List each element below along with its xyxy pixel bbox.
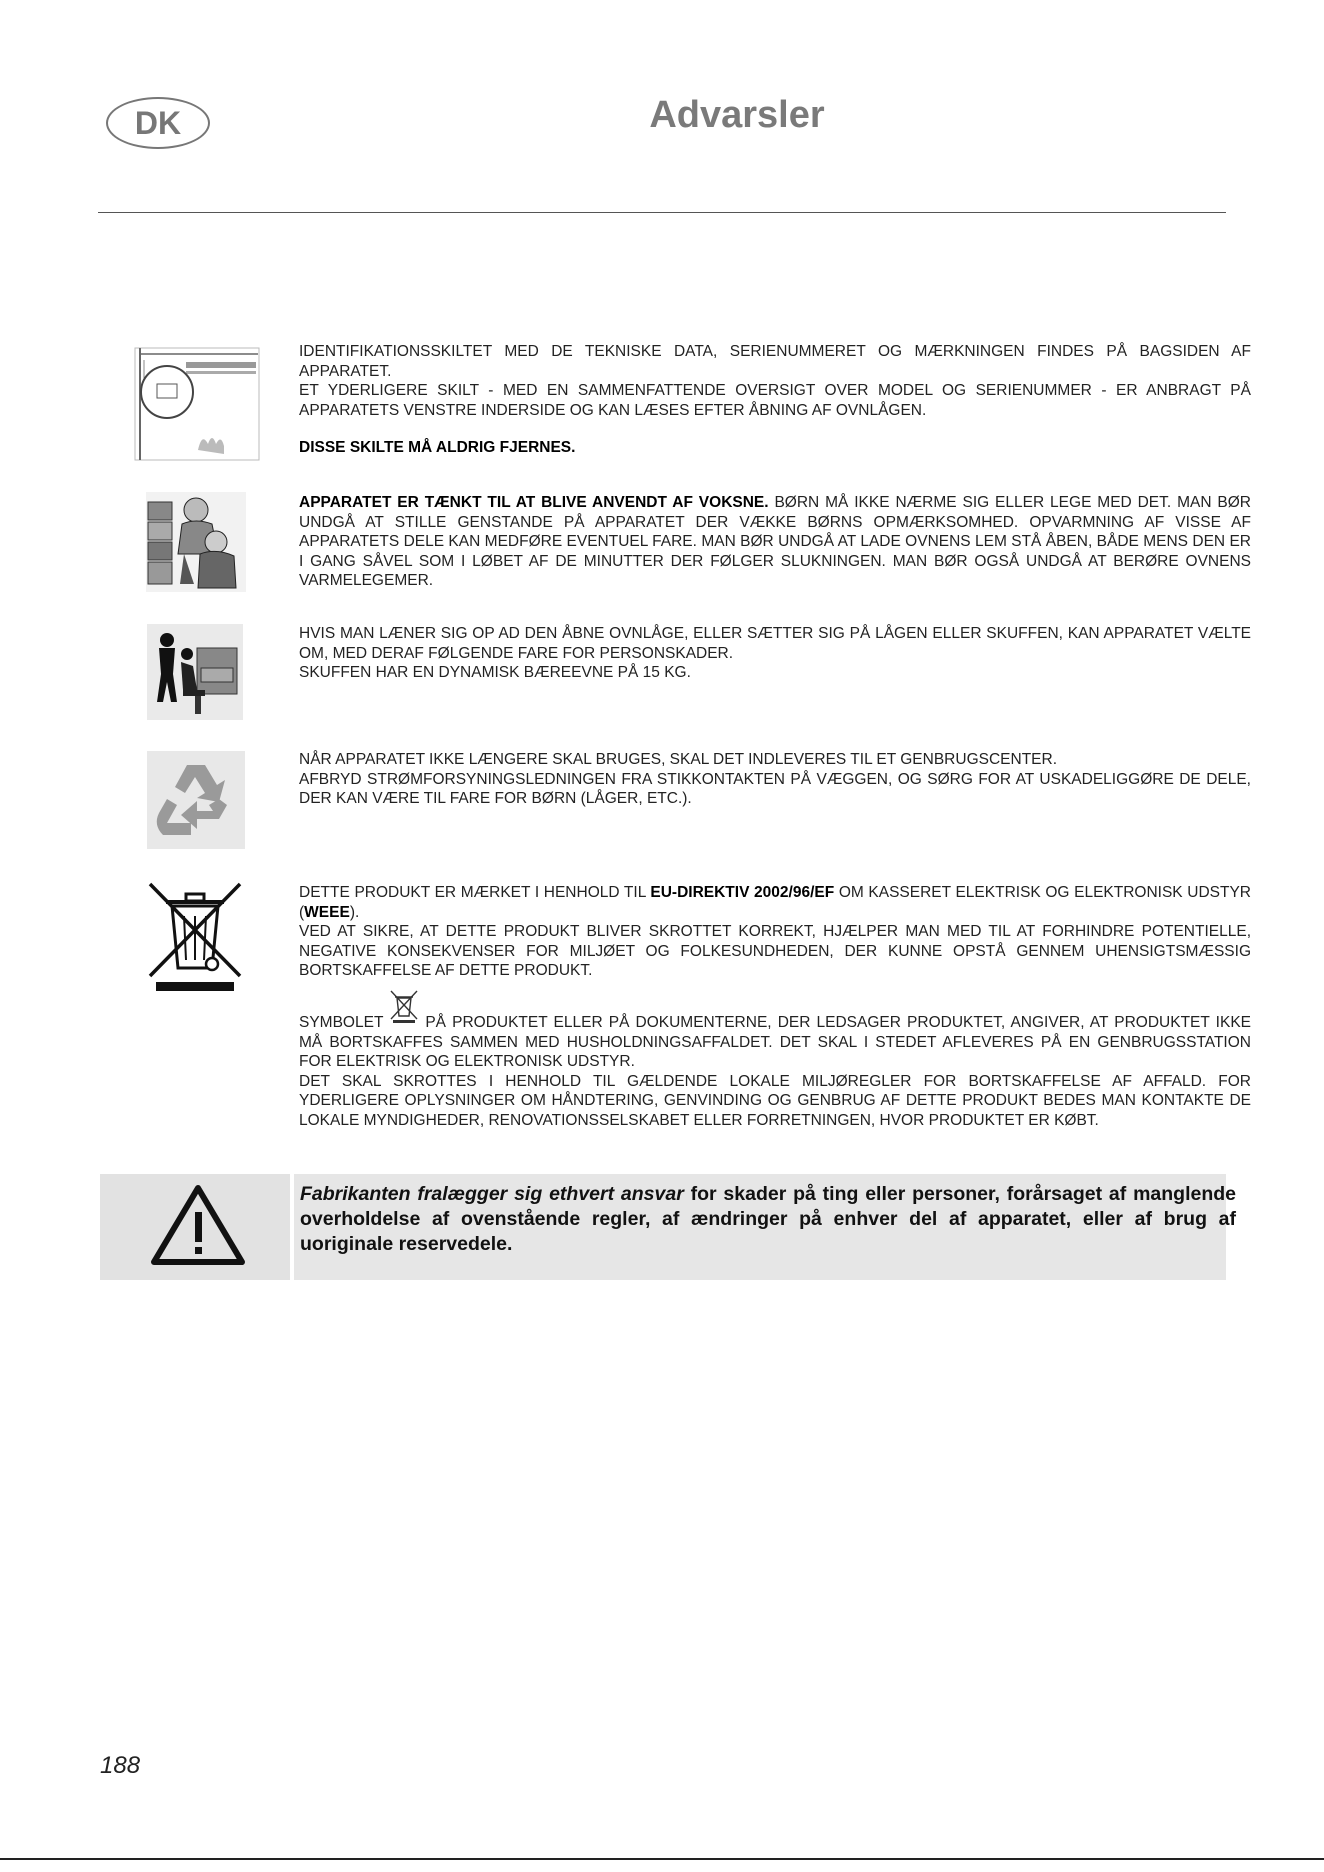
recycling-paragraph: NÅR APPARATET IKKE LÆNGERE SKAL BRUGES, SKAL DET INDLEVERES TIL ET GENBRUGSCENTER.: [299, 751, 1057, 768]
rating-plate-warning: DISSE SKILTE MÅ ALDRIG FJERNES.: [299, 439, 576, 456]
page-number: 188: [100, 1752, 141, 1779]
disclaimer-body: for skader på ting eller personer, forårsaget af manglende overholdelse af ovenstående regler, af ændringer på enhver del af apparatet, eller af brug af uoriginale reservedele.: [300, 1183, 1237, 1255]
disclaimer-lead: Fabrikanten fralægger sig ethvert ansvar: [300, 1183, 684, 1205]
tipping-warning-icon: [147, 624, 243, 720]
weee-directive: EU-DIREKTIV 2002/96/EF: [650, 884, 835, 901]
rating-plate-text: [299, 342, 1251, 458]
rating-plate-icon: [134, 346, 260, 462]
page-title: Advarsler: [649, 94, 825, 136]
weee-acronym: WEEE: [304, 903, 350, 921]
weee-text: [299, 883, 1251, 1130]
disclaimer-panel: [100, 1174, 1237, 1280]
children-text: [299, 493, 1251, 591]
tipping-paragraph: HVIS MAN LÆNER SIG OP AD DEN ÅBNE OVNLÅGE, ELLER SÆTTER SIG PÅ LÅGEN ELLER SKUFFEN, KAN APPARATET VÆLTE OM, MED DERAF FØLGENDE FARE FOR PERSONSKADER.: [299, 625, 1251, 662]
recycle-icon: [147, 751, 245, 849]
weee-paragraph: VED AT SIKRE, AT DETTE PRODUKT BLIVER SKROTTET KORREKT, HJÆLPER MAN MED TIL AT FORHINDRE POTENTIELLE, NEGATIVE KONSEKVENSER FOR MILJØET OG FOLKESUNDHEDEN, DER KUNNE OPSTÅ GENNEM UHENSIGTSMÆSSIG BORTSKAFFELSE AF DETTE PRODUKT.: [299, 923, 1251, 979]
crossed-bin-icon: [146, 880, 244, 992]
weee-text-part: PÅ PRODUKTET ELLER PÅ DOKUMENTERNE, DER LEDSAGER PRODUKTET, ANGIVER, AT PRODUKTET IKKE MÅ BORTSKAFFES SAMMEN MED HUSHOLDNINGSAFFALDET. DET SKAL I STEDET AFLEVERES PÅ EN GENBRUGSSTATION FOR ELEKTRISK OG ELEKTRONISK UDSTYR.: [299, 1013, 1251, 1070]
children-warning-icon: [146, 492, 246, 592]
recycling-paragraph: AFBRYD STRØMFORSYNINGSLEDNINGEN FRA STIKKONTAKTEN PÅ VÆGGEN, OG SØRG FOR AT USKADELIGGØRE DE DELE, DER KAN VÆRE TIL FARE FOR BØRN (LÅGER, ETC.).: [299, 770, 1251, 807]
crossed-bin-inline-icon: [389, 999, 419, 1033]
disclaimer-icon-cell: [100, 1174, 294, 1280]
header-divider: [98, 212, 1226, 213]
country-code: DK: [134, 104, 182, 141]
recycling-text: [299, 750, 1251, 809]
children-warning-lead: APPARATET ER TÆNKT TIL AT BLIVE ANVENDT AF VOKSNE.: [299, 494, 769, 511]
weee-paragraph: DET SKAL SKROTTES I HENHOLD TIL GÆLDENDE LOKALE MILJØREGLER FOR BORTSKAFFELSE AF AFFALD. FOR YDERLIGERE OPLYSNINGER OM HÅNDTERING, GENVINDING OG GENBRUG AF DETTE PRODUKT BEDES MAN KONTAKTE DE LOKALE MYNDIGHEDER, RENOVATIONSSELSKABET ELLER FORRETNINGEN, HVOR PRODUKTET ER KØBT.: [299, 1072, 1251, 1129]
rating-plate-paragraph: ET YDERLIGERE SKILT - MED EN SAMMENFATTENDE OVERSIGT OVER MODEL OG SERIENUMMER - ER ANBRAGT PÅ APPARATETS VENSTRE INDERSIDE OG KAN LÆSES EFTER ÅBNING AF OVNLÅGEN.: [299, 382, 1251, 419]
weee-text-part: OM KASSERET ELEKTRISK OG ELEKTRONISK UDSTYR (: [299, 884, 1252, 921]
weee-text-part: SYMBOLET: [299, 1013, 390, 1031]
tipping-text: [299, 624, 1251, 683]
children-warning-body: BØRN MÅ IKKE NÆRME SIG ELLER LEGE MED DET. MAN BØR UNDGÅ AT STILLE GENSTANDE PÅ APPARATET DER VÆKKE BØRNS OPMÆRKSOMHED. OPVARMNING AF VISSE AF APPARATETS DELE KAN MEDFØRE EVENTUEL FARE. MAN BØR UNDGÅ AT LADE OVNENS LEM STÅ ÅBEN, BÅDE MENS DEN ER I GANG SÅVEL SOM I LØBET AF DE MINUTTER DER FØLGER SLUKNINGEN. MAN BØR OGSÅ UNDGÅ AT BERØRE OVNENS VARMELEGEMER.: [299, 494, 1251, 589]
disclaimer-text: [300, 1182, 1236, 1257]
footer-divider: [0, 1858, 1324, 1860]
warning-triangle-icon: [100, 1174, 290, 1280]
rating-plate-paragraph: IDENTIFIKATIONSSKILTET MED DE TEKNISKE DATA, SERIENUMMERET OG MÆRKNINGEN FINDES PÅ BAGSIDEN AF APPARATET.: [299, 343, 1251, 380]
weee-text-part: ).: [349, 903, 360, 921]
weee-text-part: DETTE PRODUKT ER MÆRKET I HENHOLD TIL: [299, 884, 651, 901]
tipping-paragraph: SKUFFEN HAR EN DYNAMISK BÆREEVNE PÅ 15 KG.: [299, 664, 691, 681]
